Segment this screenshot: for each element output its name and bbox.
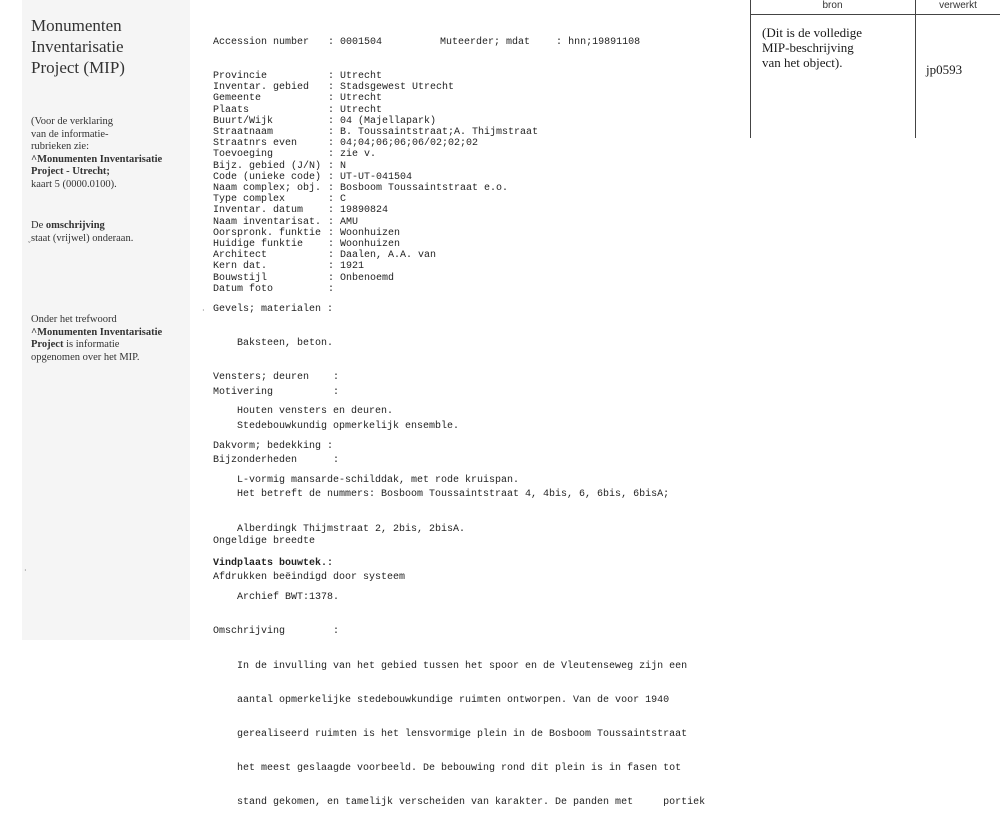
record-field-row	[213, 116, 640, 127]
field-sep: :	[328, 239, 335, 251]
field-sep: :	[328, 115, 335, 127]
field-value: Utrecht	[340, 71, 383, 83]
note-bold-line: ^Monumenten Inventarisatie	[31, 153, 163, 165]
field-label: Gemeente	[213, 93, 262, 105]
field-sep: :	[328, 127, 335, 139]
field-label: Naam complex; obj.	[213, 183, 322, 195]
field-value: 04 (Majellapark)	[340, 115, 437, 127]
table-border	[915, 0, 916, 138]
section-value: Baksteen, beton.	[237, 338, 334, 350]
mip-title-line: Monumenten	[31, 16, 122, 35]
meta-table	[750, 0, 1000, 138]
field-sep: :	[328, 194, 335, 206]
field-value: 04;04;06;06;06/02;02;02	[340, 138, 479, 150]
field-label: Straatnrs even	[213, 138, 298, 150]
field-value: UT-UT-041504	[340, 171, 413, 183]
keyword-note	[31, 314, 162, 364]
processed-code: jp0593	[926, 62, 963, 77]
record-field-row	[213, 172, 640, 183]
record-field-row	[213, 217, 640, 228]
field-label: Plaats	[213, 104, 250, 116]
section-label: Gevels; materialen :	[213, 303, 334, 315]
field-sep: :	[328, 216, 335, 228]
field-label: Accession number	[213, 37, 310, 49]
field-value: 19890824	[340, 205, 389, 217]
section-label: Dakvorm; bedekking :	[213, 440, 334, 452]
mip-title-line: Project (MIP)	[31, 58, 125, 77]
record-header-row	[213, 37, 640, 48]
mip-title	[31, 15, 125, 78]
field-sep: :	[556, 37, 563, 49]
field-label: Kern dat.	[213, 261, 268, 273]
record-field-row	[213, 138, 640, 149]
explanation-note	[31, 116, 162, 191]
note-text: is informatie	[63, 339, 120, 350]
bron-header: bron	[822, 0, 843, 11]
record-field-row	[213, 82, 640, 93]
field-label: Code (unieke code)	[213, 171, 322, 183]
field-value: Onbenoemd	[340, 272, 395, 284]
field-value: Woonhuizen	[340, 227, 401, 239]
record-field-row	[213, 183, 640, 194]
record-field-row	[213, 127, 640, 138]
field-sep: :	[328, 272, 335, 284]
note-bold: Project	[31, 339, 64, 350]
field-value: Stadsgewest Utrecht	[340, 82, 455, 94]
record-field-row	[213, 228, 640, 239]
description-line: aantal opmerkelijke stedebouwkundige ruimten ontworpen. Van de voor 1940	[237, 694, 670, 706]
note-bold-line: Project - Utrecht;	[31, 166, 110, 177]
field-value: C	[340, 194, 347, 206]
description-line: van het object).	[762, 55, 843, 70]
field-sep: :	[328, 183, 335, 195]
description-line: gerealiseerd ruimten is het lensvormige plein in de Bosboom Toussaintstraat	[237, 729, 688, 740]
note-line: Onder het trefwoord	[31, 314, 117, 325]
motivation-section	[213, 364, 705, 820]
field-value: Bosboom Toussaintstraat e.o.	[340, 183, 509, 195]
field-label: Straatnaam	[213, 127, 274, 139]
record-field-row	[213, 161, 640, 172]
scan-speck: ·	[24, 566, 27, 575]
description-line: het meest geslaagde voorbeeld. De bebouwing rond dit plein is in fasen tot	[237, 763, 682, 775]
field-value: Utrecht	[340, 93, 383, 105]
scan-speck: ·	[202, 306, 205, 315]
field-sep: :	[328, 149, 335, 161]
section-label: Bijzonderheden :	[213, 455, 340, 467]
section-value: Archief BWT:1378.	[237, 592, 340, 604]
description-line: (Dit is de volledige	[762, 25, 863, 40]
field-label: Buurt/Wijk	[213, 115, 274, 127]
section-value: Houten vensters en deuren.	[237, 406, 394, 418]
field-label: Datum foto	[213, 283, 274, 295]
field-label: Inventar. gebied	[213, 82, 310, 94]
note-line: opgenomen over het MIP.	[31, 351, 140, 363]
field-sep: :	[328, 250, 335, 262]
record-field-row	[213, 71, 640, 82]
field-label: Oorspronk. funktie	[213, 227, 322, 239]
description-note	[31, 220, 133, 245]
field-label: Naam inventarisat.	[213, 216, 322, 228]
field-label: Bijz. gebied (J/N)	[213, 160, 322, 172]
field-sep: :	[328, 283, 335, 295]
section-value: L-vormig mansarde-schilddak, met rode kruispan.	[237, 474, 520, 486]
section-label: Omschrijving :	[213, 626, 340, 638]
record-fields	[213, 15, 640, 306]
section-label: Vindplaats bouwtek.:	[213, 557, 334, 569]
note-text: De	[31, 220, 46, 231]
field-sep: :	[328, 93, 335, 105]
error-message: Ongeldige breedte	[213, 536, 316, 547]
field-sep: :	[328, 227, 335, 239]
field-sep: :	[328, 160, 335, 172]
note-line: staat (vrijwel) onderaan.	[31, 232, 134, 244]
record-field-row	[213, 149, 640, 160]
field-value: Woonhuizen	[340, 239, 401, 251]
section-label: Vensters; deuren :	[213, 372, 340, 384]
field-label: Architect	[213, 250, 268, 262]
field-sep: :	[328, 104, 335, 116]
description-line: MIP-beschrijving	[762, 40, 854, 55]
field-sep: :	[328, 37, 335, 49]
field-value: N	[340, 160, 347, 172]
field-value: 1921	[340, 261, 365, 273]
record-field-row	[213, 239, 640, 250]
field-sep: :	[328, 171, 335, 183]
section-label: Motivering :	[213, 386, 340, 398]
note-bold: omschrijving	[45, 220, 105, 231]
record-field-row	[213, 250, 640, 261]
note-line: van de informatie-	[31, 128, 109, 140]
section-value: Stedebouwkundig opmerkelijk ensemble.	[237, 421, 460, 433]
record-field-row	[213, 194, 640, 205]
record-field-row	[213, 261, 640, 272]
section-value: Het betreft de nummers: Bosboom Toussaintstraat 4, 4bis, 6, 6bis, 6bisA;	[237, 489, 670, 501]
scan-speck: ˇ	[28, 240, 31, 249]
field-value: zie v.	[340, 149, 377, 161]
object-description-note	[762, 25, 912, 70]
field-value: Daalen, A.A. van	[340, 250, 437, 262]
field-sep: :	[328, 71, 335, 83]
field-label: Bouwstijl	[213, 272, 268, 284]
field-sep: :	[328, 261, 335, 273]
field-label: Huidige funktie	[213, 239, 304, 251]
mutator-value: hnn;19891108	[568, 37, 641, 49]
field-value: 0001504	[340, 37, 383, 49]
mip-title-line: Inventarisatie	[31, 37, 124, 56]
field-sep: :	[328, 82, 335, 94]
field-label: Provincie	[213, 71, 268, 83]
field-label: Type complex	[213, 194, 286, 206]
field-value: AMU	[340, 216, 359, 228]
field-value: B. Toussaintstraat;A. Thijmstraat	[340, 127, 539, 139]
print-end-message: Afdrukken beëindigd door systeem	[213, 572, 406, 583]
note-line: kaart 5 (0000.0100).	[31, 178, 117, 190]
record-field-row	[213, 205, 640, 216]
description-line: In de invulling van het gebied tussen het spoor en de Vleutenseweg zijn een	[237, 660, 688, 672]
mutator-label: Muteerder; mdat	[440, 37, 531, 49]
record-field-row	[213, 105, 640, 116]
description-line: stand gekomen, en tamelijk verscheiden van karakter. De panden met portiek	[237, 797, 706, 809]
record-field-row	[213, 93, 640, 104]
table-border	[750, 14, 1000, 15]
note-line: (Voor de verklaring	[31, 116, 114, 127]
table-border	[750, 0, 751, 138]
verwerkt-header: verwerkt	[939, 0, 977, 11]
field-label: Toevoeging	[213, 149, 274, 161]
field-value: Utrecht	[340, 104, 383, 116]
note-line: rubrieken zie:	[31, 141, 90, 152]
section-value: Alberdingk Thijmstraat 2, 2bis, 2bisA.	[237, 523, 466, 535]
field-sep: :	[328, 138, 335, 150]
field-sep: :	[328, 205, 335, 217]
note-bold-line: ^Monumenten Inventarisatie	[31, 326, 163, 338]
field-label: Inventar. datum	[213, 205, 304, 217]
